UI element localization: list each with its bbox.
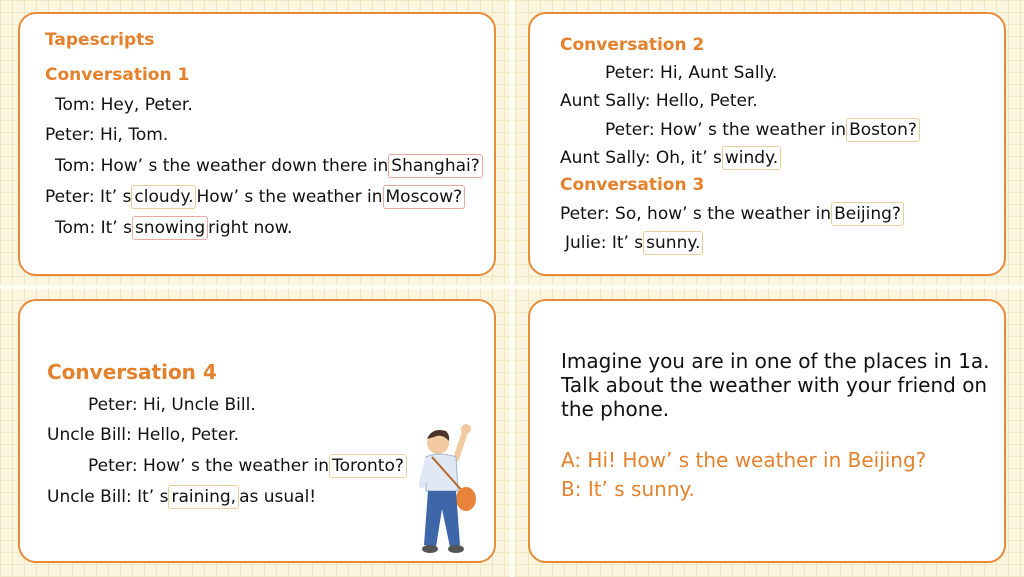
dialogue-text: Uncle Bill: It’ s: [47, 487, 169, 507]
dialogue-line: Aunt Sally: Hello, Peter.: [560, 91, 758, 111]
card-conversation-1: [18, 12, 496, 276]
dialogue-text: How’ s the weather in: [196, 187, 383, 207]
answer-box-toronto: Toronto?: [329, 454, 407, 478]
answer-box-snowing: snowing: [132, 216, 208, 240]
dialogue-line: Peter: Hi, Uncle Bill.: [88, 395, 256, 415]
dialogue-text: Aunt Sally: Oh, it’ s: [560, 148, 722, 168]
answer-box-cloudy: cloudy.: [131, 185, 196, 209]
dialogue-line: [560, 146, 781, 170]
dialogue-line: Peter: Hi, Tom.: [45, 125, 169, 145]
card-conversation-2-3: [528, 12, 1006, 276]
dialogue-text: right now.: [208, 218, 293, 238]
sample-answer-b: B: It’ s sunny.: [561, 477, 695, 501]
dialogue-line: [88, 454, 407, 478]
answer-box-beijing: Beijing?: [831, 202, 904, 226]
conversation-title: Conversation 2: [560, 35, 705, 55]
dialogue-line: Uncle Bill: Hello, Peter.: [47, 425, 240, 445]
dialogue-text: Tom: How’ s the weather down there in: [55, 156, 389, 176]
dialogue-line: [560, 202, 904, 226]
dialogue-line: [605, 118, 920, 142]
sample-answer-a: A: Hi! How’ s the weather in Beijing?: [561, 448, 927, 472]
conversation-title: Conversation 3: [560, 175, 705, 195]
dialogue-line: [47, 485, 316, 509]
grid-divider-horizontal: [0, 285, 1024, 289]
dialogue-line: [55, 216, 292, 240]
dialogue-line: [45, 185, 465, 209]
dialogue-line: [565, 231, 703, 255]
conversation-title: Conversation 1: [45, 65, 190, 85]
dialogue-line: Tom: Hey, Peter.: [55, 95, 193, 115]
answer-box-raining: raining,: [168, 485, 239, 509]
dialogue-line: [55, 154, 483, 178]
dialogue-text: Tom: It’ s: [55, 218, 132, 238]
answer-box-moscow: Moscow?: [383, 185, 466, 209]
prompt-text: Talk about the weather with your friend on: [561, 373, 988, 397]
answer-box-boston: Boston?: [846, 118, 920, 142]
boy-waving-illustration: [412, 421, 482, 561]
prompt-text: the phone.: [561, 397, 670, 421]
answer-box-shanghai: Shanghai?: [388, 154, 483, 178]
dialogue-line: Peter: Hi, Aunt Sally.: [605, 63, 778, 83]
dialogue-text: Peter: How’ s the weather in: [88, 456, 330, 476]
tapescripts-heading: Tapescripts: [45, 30, 155, 50]
conversation-title: Conversation 4: [47, 360, 217, 384]
answer-box-sunny: sunny.: [643, 231, 703, 255]
dialogue-text: as usual!: [239, 487, 317, 507]
card-activity-prompt: [528, 299, 1006, 563]
dialogue-text: Peter: It’ s: [45, 187, 132, 207]
dialogue-text: Peter: How’ s the weather in: [605, 120, 847, 140]
dialogue-text: Julie: It’ s: [565, 233, 644, 253]
card-conversation-4: [18, 299, 496, 563]
dialogue-text: Peter: So, how’ s the weather in: [560, 204, 832, 224]
answer-box-windy: windy.: [722, 146, 781, 170]
prompt-text: Imagine you are in one of the places in 1a.: [561, 349, 990, 373]
